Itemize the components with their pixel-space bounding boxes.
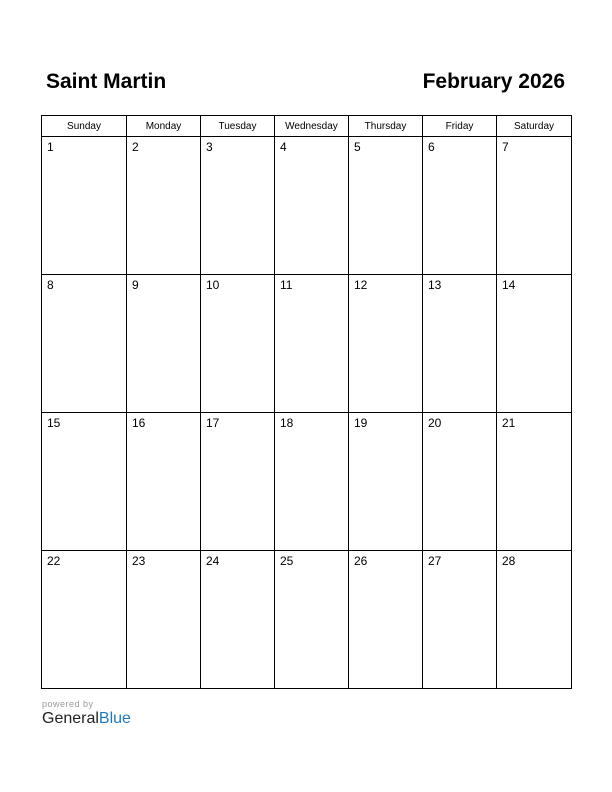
weekday-header-row	[42, 116, 572, 137]
day-cell	[127, 413, 201, 551]
day-number: 19	[354, 416, 368, 430]
day-number: 28	[502, 554, 516, 568]
day-number: 3	[206, 140, 213, 154]
day-number: 10	[206, 278, 220, 292]
day-number: 6	[428, 140, 435, 154]
day-cell	[127, 275, 201, 413]
day-cell	[423, 551, 497, 689]
day-cell	[42, 413, 127, 551]
day-number: 26	[354, 554, 368, 568]
day-number: 23	[132, 554, 146, 568]
day-cell	[497, 413, 572, 551]
day-number: 7	[502, 140, 509, 154]
day-number: 5	[354, 140, 361, 154]
day-number: 17	[206, 416, 220, 430]
weekday-header: Sunday	[42, 116, 127, 137]
day-cell	[42, 137, 127, 275]
day-cell	[201, 551, 275, 689]
weekday-header: Saturday	[497, 116, 572, 137]
day-number: 12	[354, 278, 368, 292]
weekday-header: Wednesday	[275, 116, 349, 137]
day-cell	[201, 137, 275, 275]
day-cell	[42, 275, 127, 413]
day-number: 1	[47, 140, 54, 154]
day-cell	[275, 137, 349, 275]
day-number: 4	[280, 140, 287, 154]
day-cell	[127, 137, 201, 275]
brand-general: General	[42, 710, 99, 727]
day-number: 20	[428, 416, 442, 430]
calendar-month-title: February 2026	[422, 70, 565, 93]
day-cell	[349, 275, 423, 413]
day-number: 14	[502, 278, 516, 292]
day-cell	[201, 413, 275, 551]
day-cell	[201, 275, 275, 413]
weekday-header: Friday	[423, 116, 497, 137]
week-row	[42, 413, 572, 551]
week-row	[42, 137, 572, 275]
weekday-header: Tuesday	[201, 116, 275, 137]
brand-blue: Blue	[98, 710, 131, 727]
day-number: 21	[502, 416, 516, 430]
day-cell	[42, 551, 127, 689]
day-number: 2	[132, 140, 139, 154]
day-cell	[275, 551, 349, 689]
day-cell	[275, 413, 349, 551]
day-cell	[497, 551, 572, 689]
day-cell	[349, 413, 423, 551]
day-number: 16	[132, 416, 146, 430]
day-cell	[423, 413, 497, 551]
day-cell	[497, 275, 572, 413]
weekday-header: Thursday	[349, 116, 423, 137]
calendar-grid	[41, 115, 572, 689]
day-cell	[349, 137, 423, 275]
generalblue-logo	[42, 710, 131, 728]
day-cell	[275, 275, 349, 413]
weekday-header: Monday	[127, 116, 201, 137]
day-cell	[423, 137, 497, 275]
week-row	[42, 551, 572, 689]
day-number: 24	[206, 554, 220, 568]
powered-by-label: powered by	[42, 699, 94, 709]
day-number: 13	[428, 278, 442, 292]
day-number: 9	[132, 278, 139, 292]
week-row	[42, 275, 572, 413]
day-cell	[349, 551, 423, 689]
day-number: 22	[47, 554, 61, 568]
day-cell	[127, 551, 201, 689]
day-cell	[423, 275, 497, 413]
generalblue-footer	[42, 699, 131, 728]
day-number: 18	[280, 416, 294, 430]
day-number: 27	[428, 554, 442, 568]
calendar-location-title: Saint Martin	[46, 70, 167, 93]
day-number: 8	[47, 278, 54, 292]
day-number: 15	[47, 416, 61, 430]
day-cell	[497, 137, 572, 275]
day-number: 11	[280, 278, 293, 292]
day-number: 25	[280, 554, 294, 568]
